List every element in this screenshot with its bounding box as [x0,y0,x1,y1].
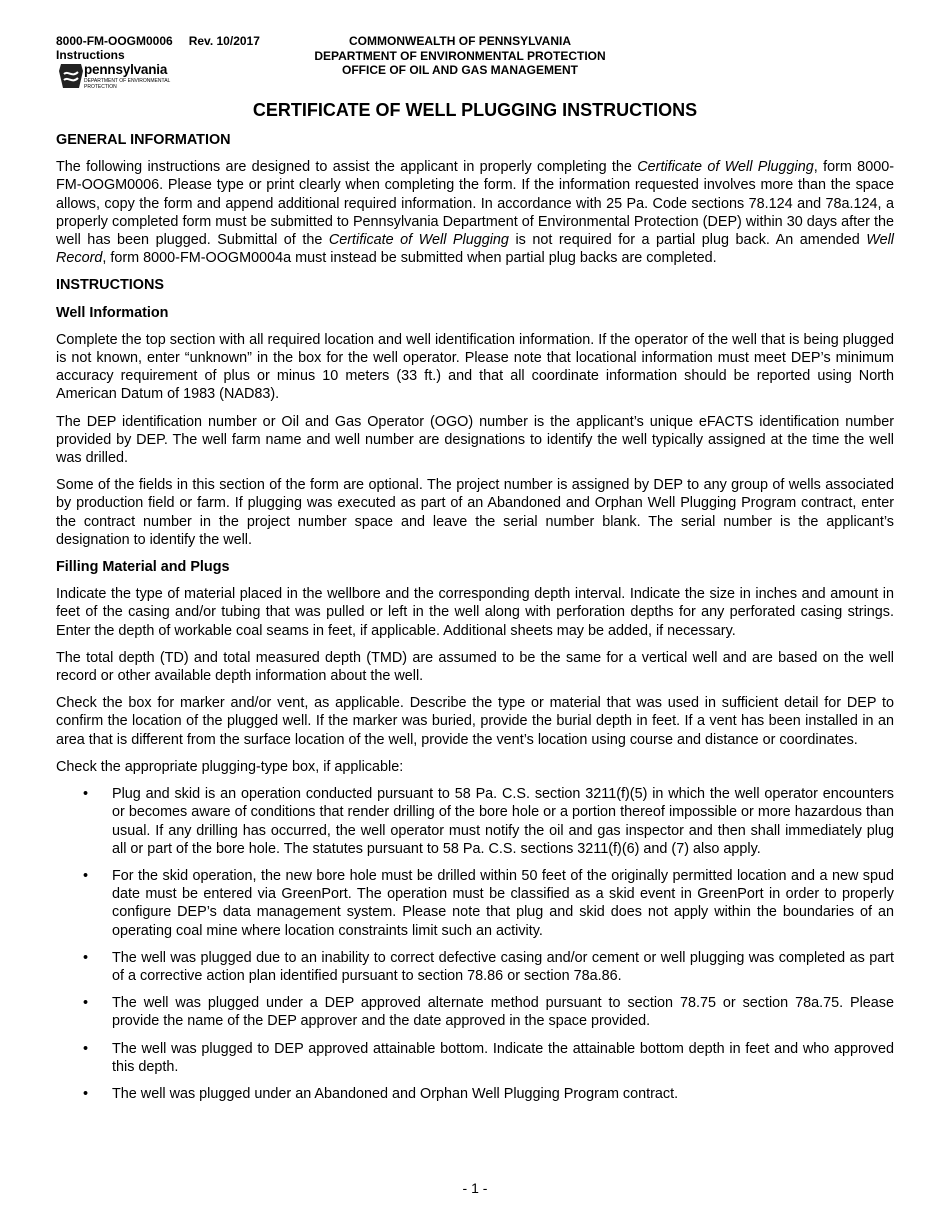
list-item: • Plug and skid is an operation conducted pursuant to 58 Pa. C.S. section 3211(f)(5) in which the well operator encounters or becomes aware of conditions that render drilling of the bore hole or a portion thereof impossible or more hazardous than usual. If any drilling has occurred, the well operator must notify the oil and gas inspector and then shall immediately plug all or part of the bore hole. The statutes pursuant to 58 Pa. C.S. sections 3211(f)(6) and (7) also apply. [83,786,894,857]
doc-type-label: Instructions [56,48,125,62]
instructions-body [56,131,894,1112]
filling-material-heading: Filling Material and Plugs [56,559,230,576]
general-information-paragraph: The following instructions are designed to assist the applicant in properly completing the Certificate of Well Plugging, form 8000-FM-OOGM0006. Please type or print clearly when completing the form. If the information requested involves more than the space allows, copy the form and append additional required information. In accordance with 25 Pa. Code sections 78.124 and 78a.124, a properly completed form must be submitted to Pennsylvania Department of Environmental Protection (DEP) within 30 days after the well has been plugged. Submittal of the Certificate of Well Plugging is not required for a partial plug back. An amended Well Record, form 8000-FM-OOGM0004a must instead be submitted when partial plug backs are completed. [56,159,894,267]
page-number: - 1 - [462,1180,488,1196]
agency-line-1: COMMONWEALTH OF PENNSYLVANIA [349,34,571,48]
bullet-icon: • [83,949,89,966]
instructions-heading: INSTRUCTIONS [56,277,164,294]
bullet-icon: • [83,867,89,884]
list-item: • For the skid operation, the new bore hole must be drilled within 50 feet of the originally permitted location and a new spud date must be entered via GreenPort. The operation must be classified as a skid event in GreenPort in order to properly configure DEP’s data management system. Please note that plug and skid does not apply within the boundaries of an operating coal mine where location constraints limit such an activity. [83,867,894,939]
logo-wordmark: pennsylvania [84,62,168,77]
form-number: 8000-FM-OOGM0006 [56,34,173,48]
well-info-paragraph-2: The DEP identification number or Oil and Gas Operator (OGO) number is the applicant’s unique eFACTS identification number provided by DEP. The well farm name and well number are designations to identify the well typically assigned at the time the well was drilled. [56,413,894,467]
list-item: • The well was plugged due to an inability to correct defective casing and/or cement or well plugging was completed as part of a corrective action plan identified pursuant to section 78.86 or section 78a.86. [83,949,894,984]
list-item: • The well was plugged to DEP approved attainable bottom. Indicate the attainable bottom depth in feet and who approved this depth. [83,1040,894,1075]
pennsylvania-dep-logo [58,62,198,94]
bullet-icon: • [83,1040,89,1057]
agency-line-2: DEPARTMENT OF ENVIRONMENTAL PROTECTION [314,48,606,63]
filling-paragraph-1: Indicate the type of material placed in the wellbore and the corresponding depth interval. Indicate the size in inches and amount in feet of the casing and/or tubing that was pulled or left in the well along with perforation depths for any perforated casing strings. Enter the depth of workable coal seams in feet, if applicable. Additional sheets may be added, if necessary. [56,586,894,639]
keystone-icon [58,62,84,90]
filling-paragraph-3: Check the box for marker and/or vent, as applicable. Describe the type or material that was used in sufficient detail for DEP to confirm the location of the plugged well. If the marker was buried, provide the burial depth in feet. If a vent has been installed in an area that is different from the surface location of the well, provide the vent’s location using course and distance or coordinates. [56,695,894,748]
well-info-paragraph-1: Complete the top section with all required location and well identification information. If the operator of the well that is being plugged is not known, enter “unknown” in the box for the well operator. Please note that locational information must meet DEP’s minimum accuracy requirement of plus or minus 10 meters (33 ft.) and that all coordinate information should be reported using North American Datum of 1983 (NAD83). [56,331,894,403]
filling-paragraph-2: The total depth (TD) and total measured depth (TMD) are assumed to be the same for a vertical well and are based on the well record or other available depth information about the well. [56,649,894,685]
list-item: • The well was plugged under a DEP approved alternate method pursuant to section 78.75 or section 78a.75. Please provide the name of the DEP approver and the date approved in the space provided. [83,995,894,1030]
bullet-icon: • [83,995,89,1012]
plugging-type-list [56,785,894,1103]
agency-header [290,34,630,78]
well-information-heading: Well Information [56,304,169,321]
logo-subtitle: DEPARTMENT OF ENVIRONMENTAL PROTECTION [84,78,171,90]
list-item: • The well was plugged under an Abandoned and Orphan Well Plugging Program contract. [83,1085,679,1102]
well-info-paragraph-3: Some of the fields in this section of the form are optional. The project number is assigned by DEP to any group of wells associated by production field or farm. If plugging was executed as part of an Abandoned and Orphan Well Plugging Program contract, enter the contract number in the project number space and leave the serial number blank. The serial number is the applicant’s designation to identify the well. [56,477,894,548]
bullet-icon: • [83,1085,89,1102]
form-id-block [56,34,260,62]
document-title: CERTIFICATE OF WELL PLUGGING INSTRUCTIONS [252,100,698,120]
general-information-heading: GENERAL INFORMATION [56,132,231,148]
revision-date: Rev. 10/2017 [188,34,260,48]
agency-line-3: OFFICE OF OIL AND GAS MANAGEMENT [342,63,578,77]
bullet-icon: • [83,786,89,803]
filling-paragraph-4: Check the appropriate plugging-type box, if applicable: [56,758,404,775]
